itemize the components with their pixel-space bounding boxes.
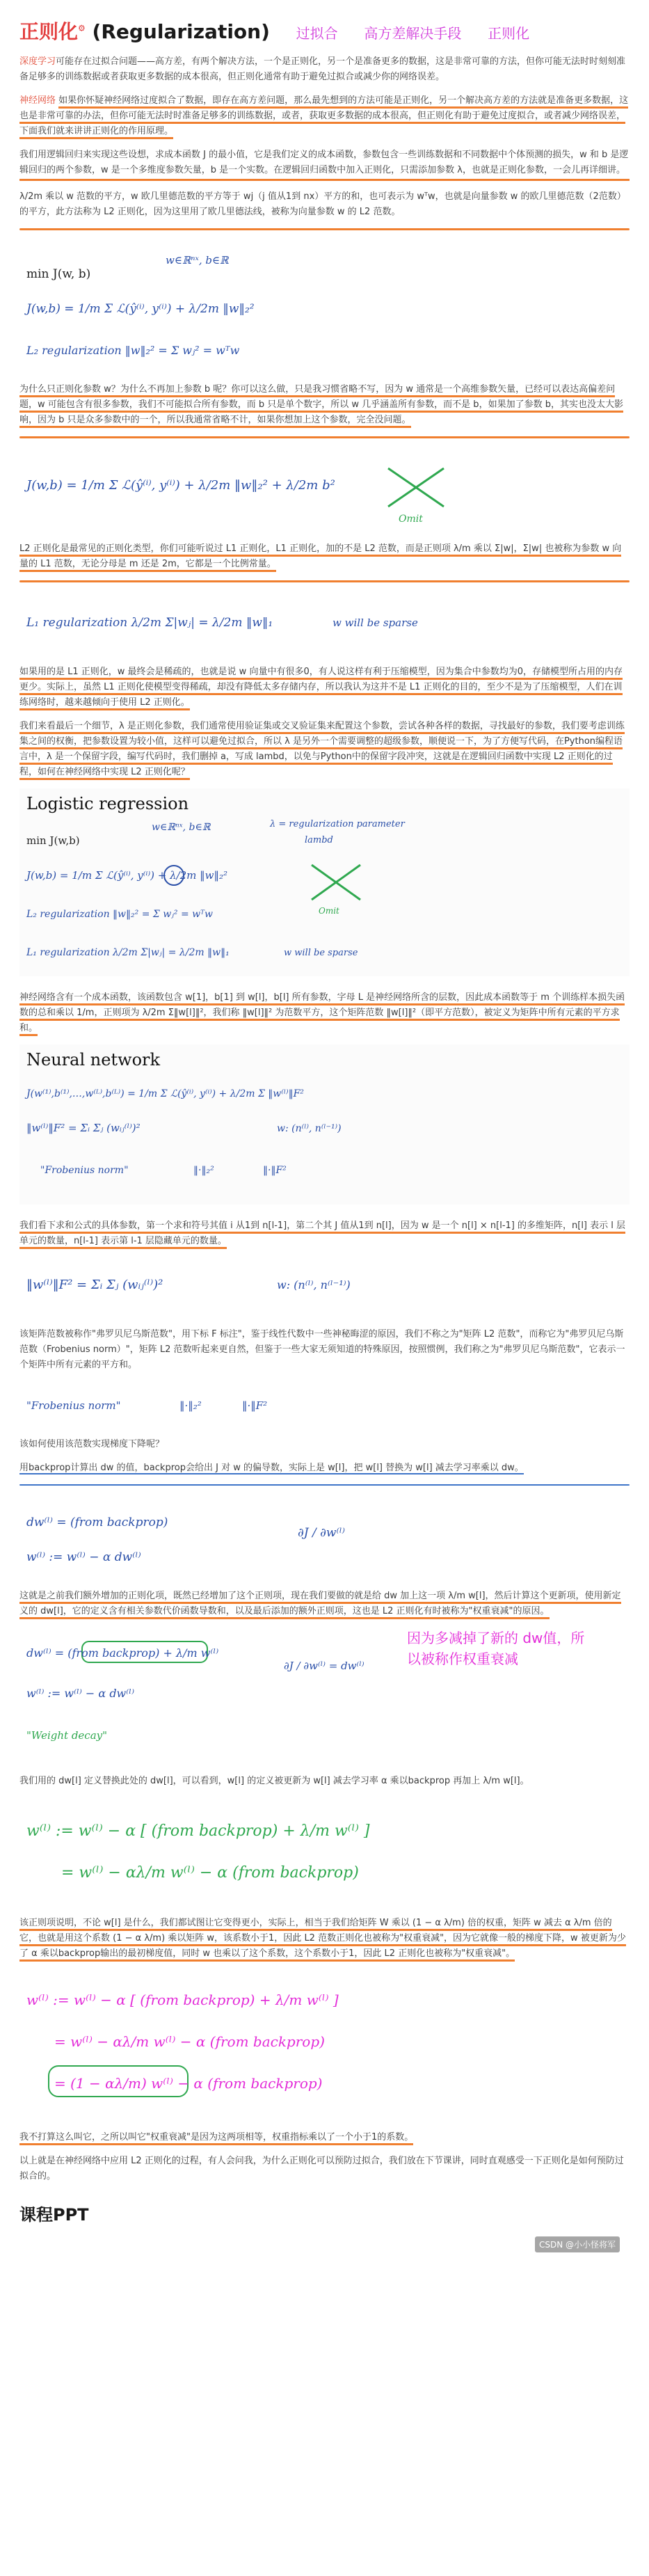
w-update-text: w⁽ˡ⁾ := w⁽ˡ⁾ − α dw⁽ˡ⁾: [26, 1550, 141, 1564]
paragraph-3: 我们用逻辑回归来实现这些设想，求成本函数 J 的最小值，它是我们定义的成本函数，参数包含一些训练数据和不同数据中个体预测的损失，w 和 b 是逻辑回归的两个参数，w 是一个多维度参数矢量，b 是一个实数。在逻辑回归函数中加入正则化，只需添加参数 λ，也就是正则化参数，一会儿再详细讲。: [19, 148, 630, 181]
equation-panel-4: [19, 1257, 630, 1313]
min-text: min J(w, b): [26, 267, 91, 281]
title-hand-note-1: 过拟合: [296, 25, 338, 42]
partial-new-text: ∂J / ∂w⁽ˡ⁾ = dw⁽ˡ⁾: [284, 1660, 364, 1672]
logistic-omit: Omit: [319, 906, 339, 916]
decay-line-2: = w⁽ˡ⁾ − αλ/m w⁽ˡ⁾ − α (from backprop): [54, 2033, 325, 2050]
decay-line-1: w⁽ˡ⁾ := w⁽ˡ⁾ − α [ (from backprop) + λ/m w⁽ˡ⁾ ]: [26, 1991, 339, 2008]
paragraph-16: 该正则项说明，不论 w[l] 是什么，我们都试图让它变得更小，实际上，相当于我们给矩阵 W 乘以 (1 − α λ/m) 倍的权重，矩阵 w 减去 α λ/m 倍的它，也就是用这个系数 (1 − α λ/m) 乘以矩阵 w，该系数小于1，因此 L2 范数正则化也被称为"权重衰减"，因为它就像一般的梯度下降，w 被更新为少了 α 乘以backprop输出的最初梯度值，同时 w 也乘以了这个系数，这个系数小于1，因此 L2 正则化也被称为"权重衰减"。: [19, 1916, 630, 1962]
paragraph-2: 神经网络 如果你怀疑神经网络过度拟合了数据，即存在高方差问题，那么最先想到的方法可能是正则化，另一个解决高方差的方法就是准备更多数据，这也是非常可靠的办法，但你可能无法时时准备足够多的训练数据，或者，获取更多数据的成本很高，但正则化有助于避免过度拟合，或者减少网络误差，下面我们就来讲讲正则化的作用原理。: [19, 93, 630, 139]
logistic-domain: w∈ℝⁿˣ, b∈ℝ: [152, 822, 211, 833]
paragraph-11: 该矩阵范数被称作"弗罗贝尼乌斯范数"，用下标 F 标注"，鉴于线性代数中一些神秘晦涩的原因，我们不称之为"矩阵 L2 范数"，而称它为"弗罗贝尼乌斯范数（Frobenius norm）"，矩阵 L2 范数听起来更自然，但鉴于一些大家无须知道的特殊原因，按照惯例，我们称之为"弗罗贝尼乌斯范数"，它表示一个矩阵中所有元素的平方和。: [19, 1329, 625, 1370]
handwritten-equations-3: [19, 595, 506, 651]
neural-network-svg: [19, 1044, 409, 1204]
equation-panel-2: [19, 451, 630, 527]
article: [10, 0, 639, 2287]
logistic-cost: J(w,b) = 1/m Σ ℒ(ŷ⁽ⁱ⁾, y⁽ⁱ⁾) + λ/2m ‖w‖₂²: [26, 869, 228, 882]
logistic-regression-svg: [19, 788, 409, 976]
dw-new-text: dw⁽ˡ⁾ = (from backprop) + λ/m w⁽ˡ⁾: [26, 1646, 219, 1660]
paragraph-7: 如果用的是 L1 正则化，w 最终会是稀疏的，也就是说 w 向量中有很多0，有人说这样有利于压缩模型，因为集合中参数均为0，存储模型所占用的内存更少。实际上，虽然 L1 正则化使模型变得稀疏，却没有降低太多存储内存，所以我认为这并不是 L1 正则化的目的，至少不是为了压缩模型，人们在训练网络时，越来越倾向于使用 L2 正则化。: [19, 665, 630, 710]
title-hand-note-3: 正则化: [488, 25, 530, 42]
shape-text: w: (n⁽ˡ⁾, n⁽ˡ⁻¹⁾): [277, 1278, 351, 1291]
sparse-text: w will be sparse: [332, 617, 418, 629]
domain-text: w∈ℝⁿˣ, b∈ℝ: [166, 254, 229, 267]
logistic-l2: L₂ regularization ‖w‖₂² = Σ wⱼ² = wᵀw: [26, 909, 213, 920]
handwritten-equations-7: [19, 1628, 409, 1760]
csdn-credit: CSDN @小小怪将军: [535, 2236, 620, 2252]
decay-line-3: = (1 − αλ/m) w⁽ˡ⁾ − α (from backprop): [54, 2075, 323, 2092]
neural-l2: ‖·‖₂²: [193, 1165, 214, 1176]
neural-norm: ‖w⁽ˡ⁾‖F² = Σᵢ Σⱼ (wᵢⱼ⁽ˡ⁾)²: [26, 1122, 141, 1134]
link-neural-network[interactable]: 神经网络: [19, 95, 56, 106]
handwritten-equations-6: [19, 1498, 506, 1575]
paragraph-13: 用backprop计算出 dw 的值，backprop会给出 J 对 w 的偏导数，实际上是 w[l]，把 w[l] 替换为 w[l] 减去学习率乘以 dw。: [19, 1463, 524, 1473]
equation-panel-3: [19, 595, 630, 651]
weight-decay-note: 因为多减掉了新的 dw值，所以被称作权重衰减: [407, 1630, 585, 1667]
dw-backprop-text: dw⁽ˡ⁾ = (from backprop): [26, 1516, 168, 1529]
paragraph-9: 神经网络含有一个成本函数，该函数包含 w[1]，b[1] 到 w[l]，b[l] 所有参数，字母 L 是神经网络所含的层数，因此成本函数等于 m 个训练样本损失函数的总和乘以 1/m，正则项为 λ/2m Σ‖w[l]‖²，我们称 ‖w[l]‖² 为范数平方，这个矩阵范数 ‖w[l]‖²（即平方范数），被定义为矩阵中所有元素的平方求和。: [19, 990, 630, 1036]
paragraph-10: 我们看下求和公式的具体参数，第一个求和符号其值 i 从1到 n[l-1]，第二个其 J 值从1到 n[l]，因为 w 是一个 n[l] × n[l-1] 的多维矩阵，n[l] 表示 l 层单元的数量，n[l-1] 表示第 l-1 层隐藏单元的数量。: [19, 1218, 630, 1249]
f-norm-symbol: ‖·‖F²: [242, 1399, 268, 1412]
paragraph-4: λ/2m 乘以 w 范数的平方，w 欧几里德范数的平方等于 wj（j 值从1到 nx）平方的和，也可表示为 wᵀw，也就是向量参数 w 的欧几里德范数（2范数）的平方，此方法称为 L2 正则化，因为这里用了欧几里德法线，被称为向量参数 w 的 L2 范数。: [19, 191, 626, 217]
weight-decay-label: "Weight decay": [26, 1729, 108, 1742]
handwritten-equations-9: [19, 1970, 520, 2116]
cost-with-b-text: J(w,b) = 1/m Σ ℒ(ŷ⁽ⁱ⁾, y⁽ⁱ⁾) + λ/2m ‖w‖₂² + λ/2m b²: [26, 478, 335, 493]
logistic-heading: Logistic regression: [26, 794, 189, 813]
frob-label: "Frobenius norm": [26, 1399, 121, 1412]
l2-norm-symbol: ‖·‖₂²: [179, 1399, 202, 1412]
paragraph-14: 这就是之前我们额外增加的正则化项，既然已经增加了这个正则项，现在我们要做的就是给 dw 加上这一项 λ/m w[l]，然后计算这个更新项，使用新定义的 dw[l]，它的定义含有相关参数代价函数导数和，以及最后添加的额外正则项，这也是 L2 正则化有时被称为"权重衰减"的原因。: [19, 1589, 630, 1619]
neural-shape: w: (n⁽ˡ⁾, n⁽ˡ⁻¹⁾): [277, 1123, 342, 1134]
orange-underline-2: [19, 436, 630, 438]
paragraph-15: 我们用的 dw[l] 定义替换此处的 dw[l]，可以看到，w[l] 的定义被更新为 w[l] 减去学习率 α 乘以backprop 再加上 λ/m w[l]。: [19, 1776, 529, 1786]
ppt-heading: 课程PPT: [19, 2205, 89, 2225]
orange-underline: [19, 228, 630, 230]
equation-panel-1: [19, 243, 630, 368]
title-cn: 正则化: [19, 20, 79, 43]
paragraph-6: L2 正则化是最常见的正则化类型，你们可能听说过 L1 正则化，L1 正则化，加的不是 L2 范数，而是正则项 λ/m 乘以 Σ|w|，Σ|w| 也被称为参数 w 向量的 L1 范数，无论分母是 m 还是 2m，它都是一个比例常量。: [19, 541, 630, 572]
logistic-regression-slide: [19, 788, 630, 976]
footer: [19, 2231, 630, 2259]
partial-text: ∂J / ∂w⁽ˡ⁾: [298, 1526, 345, 1540]
neural-network-slide: [19, 1044, 630, 1204]
neural-f: ‖·‖F²: [263, 1165, 287, 1176]
equation-panel-9: [19, 1970, 630, 2116]
orange-underline-3: [19, 580, 630, 582]
logistic-lambda-note: λ = regularization parameter: [270, 819, 405, 829]
page-title: [19, 17, 630, 45]
omit-text: Omit: [399, 514, 423, 525]
title-hand-note-2: 高方差解决手段: [364, 25, 462, 42]
link-deep-learning[interactable]: 深度学习: [19, 56, 56, 67]
equation-panel-6: [19, 1498, 630, 1575]
frob-norm-text: ‖w⁽ˡ⁾‖F² = Σᵢ Σⱼ (wᵢⱼ⁽ˡ⁾)²: [26, 1278, 163, 1292]
paragraph-17: 我不打算这么叫它，之所以叫它"权重衰减"是因为这两项相等，权重指标乘以了一个小于1的系数。: [19, 2130, 630, 2145]
logistic-lambd: lambd: [305, 835, 333, 845]
title-sup: ⚙: [78, 23, 86, 33]
logistic-min: min J(w,b): [26, 834, 80, 847]
paragraph-5: 为什么只正则化参数 w？为什么不再加上参数 b 呢？你可以这么做，只是我习惯省略不写，因为 w 通常是一个高维参数矢量，已经可以表达高偏差问题，w 可能包含有很多参数，我们不可能拟合所有参数，而 b 只是单个数字，所以 w 几乎涵盖所有参数，而不是 b，如果加了参数 b，其实也没太大影响，因为 b 只是众多参数中的一个，所以我通常省略不计，如果你想加上这个参数，完全没问题。: [19, 382, 630, 428]
paragraph-8: 我们来看最后一个细节，λ 是正则化参数，我们通常使用验证集或交叉验证集来配置这个参数，尝试各种各样的数据，寻找最好的参数，我们要考虑训练集之间的权衡，把参数设置为较小值，这样可以避免过拟合，所以 λ 是另外一个需要调整的超级参数，顺便说一下，为了方便写代码，在Python编程语言中，λ 是一个保留字段，编写代码时，我们删掉 a，写成 lambd，以免与Python中的保留字段冲突，这就是在逻辑回归函数中实现 L2 正则化的过程，如何在神经网络中实现 L2 正则化呢？: [19, 719, 630, 780]
cost-text: J(w,b) = 1/m Σ ℒ(ŷ⁽ⁱ⁾, y⁽ⁱ⁾) + λ/2m ‖w‖₂²: [26, 302, 255, 316]
title-en: (Regularization): [92, 20, 270, 43]
handwritten-equations-8: [19, 1797, 520, 1902]
update-line-2: = w⁽ˡ⁾ − αλ/m w⁽ˡ⁾ − α (from backprop): [61, 1864, 359, 1882]
paragraph-12: 该如何使用该范数实现梯度下降呢？: [19, 1439, 165, 1449]
neural-cost: J(w⁽¹⁾,b⁽¹⁾,…,w⁽ᴸ⁾,b⁽ᴸ⁾) = 1/m Σ ℒ(ŷ⁽ⁱ⁾, y⁽ⁱ⁾) + λ/2m Σ ‖w⁽ˡ⁾‖F²: [26, 1088, 304, 1099]
update-line-1: w⁽ˡ⁾ := w⁽ˡ⁾ − α [ (from backprop) + λ/m w⁽ˡ⁾ ]: [26, 1822, 370, 1840]
equation-panel-5: [19, 1381, 630, 1423]
equation-panel-7: [19, 1628, 630, 1760]
equation-panel-8: [19, 1797, 630, 1902]
blue-underline: [19, 1484, 630, 1486]
neural-frob: "Frobenius norm": [40, 1165, 129, 1176]
handwritten-equations-1: [19, 243, 409, 368]
l2-text: L₂ regularization ‖w‖₂² = Σ wⱼ² = wᵀw: [26, 344, 240, 357]
l1-text: L₁ regularization λ/2m Σ|wⱼ| = λ/2m ‖w‖₁: [26, 616, 273, 630]
handwritten-equations-5: [19, 1381, 506, 1423]
paragraph-1: 深度学习可能存在过拟合问题——高方差，有两个解决方法，一个是正则化，另一个是准备更多的数据，这是非常可靠的方法，但你可能无法时时刻刻准备足够多的训练数据或者获取更多数据的成本很高，但正则化通常有助于避免过拟合或减少你的网络误差。: [19, 56, 626, 82]
neural-heading: Neural network: [26, 1050, 161, 1070]
handwritten-equations-4: [19, 1257, 506, 1313]
w-update-new-text: w⁽ˡ⁾ := w⁽ˡ⁾ − α dw⁽ˡ⁾: [26, 1687, 134, 1700]
paragraph-18: 以上就是在神经网络中应用 L2 正则化的过程，有人会问我，为什么正则化可以预防过拟合，我们放在下节课讲，同时直观感受一下正则化是如何预防过拟合的。: [19, 2156, 624, 2181]
logistic-l1: L₁ regularization λ/2m Σ|wⱼ| = λ/2m ‖w‖₁: [26, 947, 230, 958]
logistic-sparse: w will be sparse: [284, 948, 358, 958]
handwritten-equations-2: [19, 451, 506, 527]
